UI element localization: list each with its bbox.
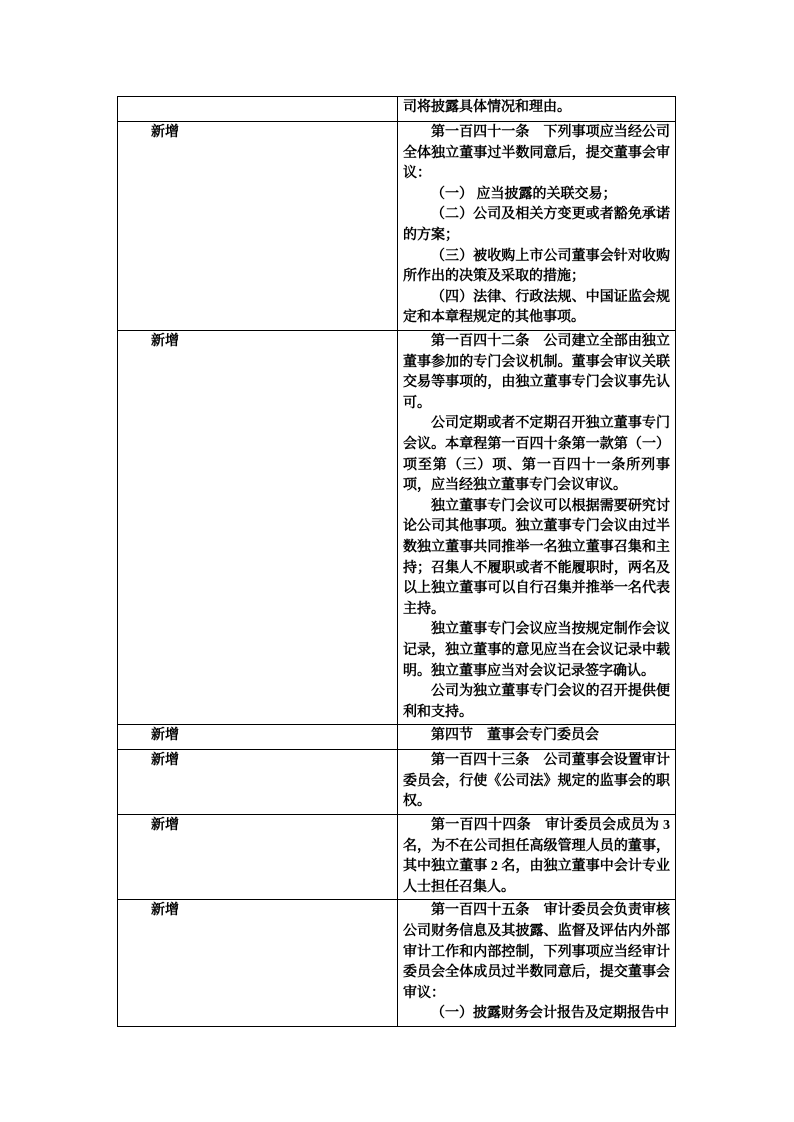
change-type-label: 新增: [151, 728, 179, 744]
table-row: [118, 122, 676, 331]
change-type-label: 新增: [151, 334, 179, 349]
clause-paragraph: 独立董事专门会议应当按规定制作会议记录，独立董事的意见应当在会议记录中载明。独立董事应当对会议记录签字确认。: [403, 622, 670, 679]
table-body: [118, 97, 676, 1027]
clause-paragraph: （三）被收购上市公司董事会针对收购所作出的决策及采取的措施；: [403, 248, 670, 285]
change-type-cell: [118, 331, 398, 725]
table-row: [118, 97, 676, 122]
clause-paragraph: （一） 应当披露的关联交易；: [431, 186, 617, 202]
clause-paragraph: （一）披露财务会计报告及定期报告中: [431, 1006, 669, 1022]
clause-paragraph: 公司定期或者不定期召开独立董事专门会议。本章程第一百四十条第一款第（一）项至第（三）项、第一百四十一条所列事项，应当经独立董事专门会议审议。: [403, 416, 670, 494]
clause-cell: [398, 725, 676, 750]
change-type-label: 新增: [151, 818, 179, 834]
change-type-cell: [118, 122, 398, 331]
change-type-cell: [118, 900, 398, 1027]
clause-paragraph: 第一百四十五条 审计委员会负责审核公司财务信息及其披露、监督及评估内外部审计工作和内部控制，下列事项应当经审计委员会全体成员过半数同意后，提交董事会审议：: [403, 903, 670, 1001]
change-type-label: 新增: [151, 753, 179, 769]
clause-cell: [398, 815, 676, 900]
clause-paragraph: （二）公司及相关方变更或者豁免承诺的方案；: [403, 207, 670, 243]
change-type-label: 新增: [151, 903, 179, 919]
change-type-cell: [118, 750, 398, 815]
clause-cell: [398, 331, 676, 725]
change-type-cell: [118, 815, 398, 900]
clause-paragraph: （四）法律、行政法规、中国证监会规定和本章程规定的其他事项。: [403, 289, 670, 326]
clause-cell: [398, 750, 676, 815]
clause-paragraph: 第一百四十二条 公司建立全部由独立董事参加的专门会议机制。董事会审议关联交易等事项的，由独立董事专门会议事先认可。: [403, 334, 670, 411]
clause-paragraph: 公司为独立董事专门会议的召开提供便利和支持。: [403, 684, 670, 720]
clause-paragraph: 司将披露具体情况和理由。: [403, 100, 571, 115]
table-row: [118, 815, 676, 900]
clause-paragraph: 第一百四十三条 公司董事会设置审计委员会，行使《公司法》规定的监事会的职权。: [403, 753, 670, 810]
table-row: [118, 750, 676, 815]
change-type-cell: [118, 725, 398, 750]
clause-paragraph: 独立董事专门会议可以根据需要研究讨论公司其他事项。独立董事专门会议由过半数独立董事共同推举一名独立董事召集和主持；召集人不履职或者不能履职时，两名及以上独立董事可以自行召集并推举一名代表主持。: [403, 498, 670, 617]
table-row: [118, 331, 676, 725]
clause-cell: [398, 97, 676, 122]
change-type-cell: [118, 97, 398, 122]
table-row: [118, 900, 676, 1027]
clause-paragraph: 第一百四十一条 下列事项应当经公司全体独立董事过半数同意后，提交董事会审议：: [403, 125, 670, 182]
clause-paragraph: 第一百四十四条 审计委员会成员为 3 名，为不在公司担任高级管理人员的董事，其中独立董事 2 名，由独立董事中会计专业人士担任召集人。: [403, 818, 670, 895]
clause-paragraph: 第四节 董事会专门委员会: [431, 728, 599, 744]
table-row: [118, 725, 676, 750]
clause-cell: [398, 900, 676, 1027]
clause-cell: [398, 122, 676, 331]
amendment-comparison-table: [117, 96, 676, 1027]
change-type-label: 新增: [151, 125, 179, 140]
